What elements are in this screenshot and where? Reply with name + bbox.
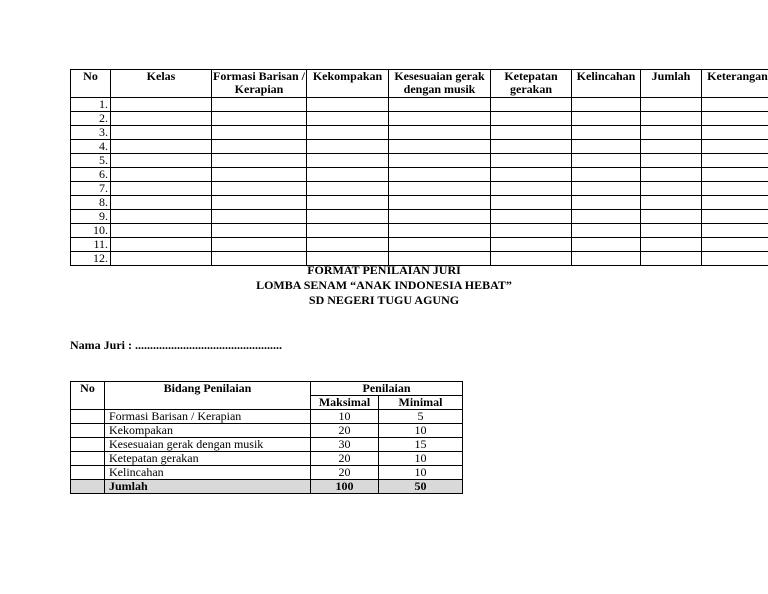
score-input-cell[interactable]	[111, 140, 212, 154]
row-number: 5.	[71, 154, 111, 168]
criteria-min-value: 50	[379, 480, 463, 494]
score-input-cell[interactable]	[702, 140, 768, 154]
criteria-row	[71, 410, 463, 424]
criteria-header-score: Penilaian	[311, 382, 463, 396]
score-input-cell[interactable]	[641, 98, 702, 112]
score-table-row	[71, 98, 768, 112]
score-input-cell[interactable]	[641, 140, 702, 154]
score-input-cell[interactable]	[389, 154, 491, 168]
score-input-cell[interactable]	[212, 112, 307, 126]
competition-name: LOMBA SENAM “ANAK INDONESIA HEBAT”	[256, 278, 512, 292]
criteria-max-value: 20	[311, 466, 379, 480]
score-header-cell: Keterangan	[702, 70, 768, 98]
score-table-row	[71, 210, 768, 224]
score-input-cell[interactable]	[212, 168, 307, 182]
criteria-no-cell	[71, 410, 105, 424]
form-title-block	[70, 263, 698, 308]
criteria-row	[71, 438, 463, 452]
score-input-cell[interactable]	[307, 210, 389, 224]
score-input-cell[interactable]	[307, 112, 389, 126]
score-header-cell: No	[71, 70, 111, 98]
criteria-label: Formasi Barisan / Kerapian	[105, 410, 311, 424]
score-input-cell[interactable]	[572, 238, 641, 252]
score-input-cell[interactable]	[702, 252, 768, 266]
score-input-cell[interactable]	[702, 126, 768, 140]
score-input-cell[interactable]	[491, 112, 572, 126]
score-input-cell[interactable]	[111, 154, 212, 168]
score-input-cell[interactable]	[491, 210, 572, 224]
score-table	[70, 69, 768, 266]
score-input-cell[interactable]	[641, 210, 702, 224]
score-input-cell[interactable]	[389, 196, 491, 210]
criteria-min-value: 10	[379, 452, 463, 466]
score-input-cell[interactable]	[212, 210, 307, 224]
score-header-cell: Ketepatan gerakan	[491, 70, 572, 98]
score-input-cell[interactable]	[307, 224, 389, 238]
score-input-cell[interactable]	[572, 210, 641, 224]
score-input-cell[interactable]	[572, 224, 641, 238]
score-input-cell[interactable]	[111, 224, 212, 238]
score-input-cell[interactable]	[491, 126, 572, 140]
score-input-cell[interactable]	[702, 210, 768, 224]
score-input-cell[interactable]	[641, 112, 702, 126]
score-table-row	[71, 126, 768, 140]
row-number: 2.	[71, 112, 111, 126]
row-number: 4.	[71, 140, 111, 154]
score-input-cell[interactable]	[702, 182, 768, 196]
score-input-cell[interactable]	[307, 154, 389, 168]
score-input-cell[interactable]	[212, 126, 307, 140]
score-input-cell[interactable]	[111, 168, 212, 182]
criteria-no-cell	[71, 480, 105, 494]
score-input-cell[interactable]	[491, 224, 572, 238]
score-input-cell[interactable]	[702, 98, 768, 112]
row-number: 8.	[71, 196, 111, 210]
score-input-cell[interactable]	[389, 210, 491, 224]
score-input-cell[interactable]	[641, 196, 702, 210]
criteria-max-value: 10	[311, 410, 379, 424]
score-input-cell[interactable]	[389, 182, 491, 196]
row-number: 10.	[71, 224, 111, 238]
criteria-header-no: No	[71, 382, 105, 410]
criteria-header-max: Maksimal	[311, 396, 379, 410]
criteria-label: Kelincahan	[105, 466, 311, 480]
score-table-row	[71, 238, 768, 252]
score-input-cell[interactable]	[111, 196, 212, 210]
score-input-cell[interactable]	[212, 182, 307, 196]
school-name: SD NEGERI TUGU AGUNG	[308, 293, 460, 307]
score-input-cell[interactable]	[572, 182, 641, 196]
score-input-cell[interactable]	[389, 168, 491, 182]
score-input-cell[interactable]	[702, 154, 768, 168]
score-input-cell[interactable]	[572, 140, 641, 154]
score-input-cell[interactable]	[389, 224, 491, 238]
score-input-cell[interactable]	[491, 168, 572, 182]
score-input-cell[interactable]	[389, 238, 491, 252]
criteria-total-label: Jumlah	[105, 480, 311, 494]
score-input-cell[interactable]	[212, 224, 307, 238]
score-header-cell: Kelas	[111, 70, 212, 98]
row-number: 6.	[71, 168, 111, 182]
score-header-cell: Kelincahan	[572, 70, 641, 98]
criteria-max-value: 100	[311, 480, 379, 494]
score-input-cell[interactable]	[111, 98, 212, 112]
score-input-cell[interactable]	[572, 112, 641, 126]
score-input-cell[interactable]	[572, 168, 641, 182]
score-input-cell[interactable]	[641, 224, 702, 238]
score-input-cell[interactable]	[572, 98, 641, 112]
criteria-no-cell	[71, 452, 105, 466]
criteria-total-row	[71, 480, 463, 494]
score-input-cell[interactable]	[491, 196, 572, 210]
score-table-row	[71, 154, 768, 168]
score-input-cell[interactable]	[307, 168, 389, 182]
score-input-cell[interactable]	[307, 196, 389, 210]
criteria-row	[71, 424, 463, 438]
criteria-header-row	[71, 382, 463, 396]
score-header-cell: Kekompakan	[307, 70, 389, 98]
score-input-cell[interactable]	[641, 182, 702, 196]
criteria-max-value: 20	[311, 452, 379, 466]
score-input-cell[interactable]	[389, 112, 491, 126]
score-input-cell[interactable]	[572, 196, 641, 210]
score-input-cell[interactable]	[307, 126, 389, 140]
criteria-max-value: 20	[311, 424, 379, 438]
score-input-cell[interactable]	[491, 182, 572, 196]
score-input-cell[interactable]	[212, 140, 307, 154]
score-input-cell[interactable]	[702, 168, 768, 182]
score-input-cell[interactable]	[307, 182, 389, 196]
score-input-cell[interactable]	[491, 98, 572, 112]
criteria-table	[70, 381, 463, 494]
criteria-label: Kesesuaian gerak dengan musik	[105, 438, 311, 452]
criteria-header-field: Bidang Penilaian	[105, 382, 311, 410]
score-table-row	[71, 168, 768, 182]
score-input-cell[interactable]	[702, 238, 768, 252]
score-table-row	[71, 196, 768, 210]
criteria-no-cell	[71, 424, 105, 438]
criteria-header-min: Minimal	[379, 396, 463, 410]
score-input-cell[interactable]	[212, 238, 307, 252]
score-input-cell[interactable]	[212, 98, 307, 112]
form-title: FORMAT PENILAIAN JURI	[307, 263, 461, 277]
score-input-cell[interactable]	[491, 140, 572, 154]
score-input-cell[interactable]	[111, 210, 212, 224]
score-input-cell[interactable]	[307, 140, 389, 154]
criteria-no-cell	[71, 466, 105, 480]
score-input-cell[interactable]	[212, 196, 307, 210]
criteria-label: Kekompakan	[105, 424, 311, 438]
score-table-row	[71, 112, 768, 126]
row-number: 3.	[71, 126, 111, 140]
score-input-cell[interactable]	[641, 238, 702, 252]
row-number: 12.	[71, 252, 111, 266]
score-table-row	[71, 182, 768, 196]
criteria-row	[71, 466, 463, 480]
criteria-label: Ketepatan gerakan	[105, 452, 311, 466]
score-input-cell[interactable]	[641, 154, 702, 168]
score-input-cell[interactable]	[111, 182, 212, 196]
score-input-cell[interactable]	[389, 140, 491, 154]
score-input-cell[interactable]	[641, 168, 702, 182]
score-table-row	[71, 140, 768, 154]
row-number: 9.	[71, 210, 111, 224]
criteria-no-cell	[71, 438, 105, 452]
score-input-cell[interactable]	[491, 154, 572, 168]
criteria-min-value: 10	[379, 466, 463, 480]
row-number: 1.	[71, 98, 111, 112]
judge-name-field: Nama Juri : .................................................	[70, 338, 282, 352]
score-input-cell[interactable]	[702, 224, 768, 238]
criteria-min-value: 15	[379, 438, 463, 452]
score-header-cell: Jumlah	[641, 70, 702, 98]
score-input-cell[interactable]	[572, 126, 641, 140]
criteria-min-value: 10	[379, 424, 463, 438]
score-input-cell[interactable]	[702, 112, 768, 126]
score-input-cell[interactable]	[702, 196, 768, 210]
criteria-row	[71, 452, 463, 466]
score-input-cell[interactable]	[212, 154, 307, 168]
criteria-min-value: 5	[379, 410, 463, 424]
score-header-cell: Kesesuaian gerak dengan musik	[389, 70, 491, 98]
score-input-cell[interactable]	[389, 98, 491, 112]
score-input-cell[interactable]	[111, 126, 212, 140]
score-table-row	[71, 224, 768, 238]
score-header-cell: Formasi Barisan / Kerapian	[213, 69, 305, 96]
score-input-cell[interactable]	[111, 112, 212, 126]
score-input-cell[interactable]	[307, 238, 389, 252]
score-input-cell[interactable]	[307, 98, 389, 112]
score-input-cell[interactable]	[491, 238, 572, 252]
score-input-cell[interactable]	[572, 154, 641, 168]
row-number: 7.	[71, 182, 111, 196]
score-input-cell[interactable]	[641, 126, 702, 140]
criteria-max-value: 30	[311, 438, 379, 452]
row-number: 11.	[71, 238, 111, 252]
score-table-header-row	[71, 70, 768, 98]
score-input-cell[interactable]	[111, 238, 212, 252]
score-input-cell[interactable]	[389, 126, 491, 140]
